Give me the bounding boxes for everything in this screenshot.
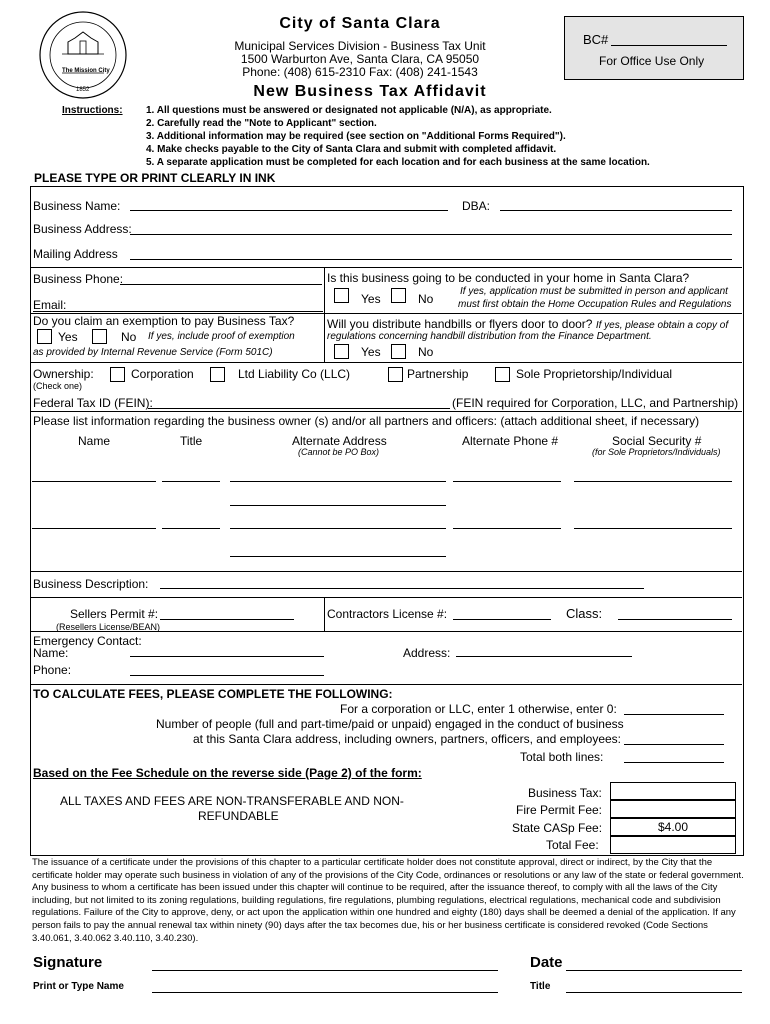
emergency-address-label: Address: [403,646,451,660]
title-input[interactable] [566,992,742,993]
people-line: at this Santa Clara address, including owners, partners, officers, and employees: [193,732,622,746]
handbill-question [327,318,728,331]
handbill-yes-checkbox[interactable] [334,344,349,359]
col-alt-address-note: (Cannot be PO Box) [298,447,380,457]
business-address-label: Business Address: [33,222,132,236]
exempt-no-label: No [121,330,137,344]
class-label: Class: [566,606,603,621]
seal-date: 1852 [76,87,90,93]
handbill-no-checkbox[interactable] [391,344,406,359]
email-input[interactable] [33,311,323,312]
office-use-label: For Office Use Only [599,54,705,68]
fees-heading: TO CALCULATE FEES, PLEASE COMPLETE THE FOLLOWING: [33,687,393,701]
instruction-item: 2. Carefully read the "Note to Applicant" section. [146,118,377,129]
title-label: Title [530,981,551,992]
dba-input[interactable] [500,210,732,211]
emergency-phone-input[interactable] [130,675,324,676]
bc-number-line[interactable] [611,45,727,46]
corp-llc-input[interactable] [624,714,724,715]
col-alt-phone: Alternate Phone # [462,434,559,448]
owner-title-input[interactable] [162,481,220,482]
owner-title-input[interactable] [162,528,220,529]
home-question: Is this business going to be conducted in your home in Santa Clara? [327,271,690,285]
bc-label: BC# [583,32,609,47]
owner-phone-input[interactable] [453,481,561,482]
email-label: Email: [33,298,67,312]
business-name-label: Business Name: [33,199,121,213]
business-phone-input[interactable] [120,284,322,285]
mailing-address-label: Mailing Address [33,247,118,261]
business-address-input[interactable] [130,234,732,235]
fire-permit-fee-label: Fire Permit Fee: [516,803,603,817]
emergency-contact-label: Emergency Contact: [33,634,142,648]
print-name-input[interactable] [152,992,498,993]
casp-fee-value: $4.00 [657,820,689,834]
ownership-label: Ownership: [33,367,94,381]
owner-name-input[interactable] [32,528,156,529]
fein-input[interactable] [148,408,450,409]
division-name: Municipal Services Division - Business Tax Unit [234,39,486,53]
divider [30,571,742,572]
col-title: Title [180,434,203,448]
divider [30,597,742,598]
ownership-partnership-label: Partnership [407,367,469,381]
legal-notice: The issuance of a certificate under the provisions of this chapter to a particular certificate holder does not constitute approval, direct or indirect, by the City that the certificate holder may operate such business in violation of any of the provisions of the City Code, ordinances or resolutions or any law of the state or federal government. Any business to whom a certificate has been issued under this chapter will continue to be required, after the issuance thereof, to comply with all the laws of the City including, but not limited to its zoning regulations, building regulations, fire regulations, plumbing regulations, electrical regulations, mechanical code and subdivision regulations. Failure of the City to approve, deny, or act upon the application within one hundred and eighty (180) days shall be deemed a denial of the application. If any person fails to pay the annual renewal tax within ninety (90) days after the tax becomes due, his or her business certificate is considered revoked (Code Sections 3.40.061, 3.40.062 3.40.110, 3.40.230). [32,857,744,944]
class-input[interactable] [618,619,732,620]
signature-label: Signature [33,954,103,971]
casp-fee-label: State CASp Fee: [512,821,603,835]
check-one-note: (Check one) [33,381,83,391]
divider [324,267,325,362]
handbill-note: If yes, please obtain a copy of [595,320,729,331]
handbill-note: regulations concerning handbill distribution from the Finance Department. [327,331,652,342]
home-note: If yes, application must be submitted in person and applicant [460,286,728,297]
fein-note: (FEIN required for Corporation, LLC, and Partnership) [452,396,739,410]
fire-permit-fee-input[interactable] [610,800,736,818]
sellers-permit-label: Sellers Permit #: [70,607,159,621]
date-label: Date [530,954,563,971]
home-no-checkbox[interactable] [391,288,406,303]
emergency-name-input[interactable] [130,656,324,657]
business-tax-label: Business Tax: [528,786,602,800]
business-phone-label: Business Phone: [33,272,124,286]
casp-fee-field [610,818,736,836]
date-input[interactable] [566,970,742,971]
form-title: New Business Tax Affidavit [253,83,487,100]
instruction-item: 3. Additional information may be required (see section on "Additional Forms Required"). [146,131,566,142]
instructions-label: Instructions: [62,105,123,116]
total-lines-input[interactable] [624,762,724,763]
instruction-item: 1. All questions must be answered or designated not applicable (N/A), as appropriate. [146,105,552,116]
divider [30,631,742,632]
people-line: Number of people (full and part-time/paid or unpaid) engaged in the conduct of business [156,717,624,731]
emergency-phone-label: Phone: [33,663,72,677]
col-name: Name [78,434,111,448]
owner-address-input[interactable] [230,505,446,506]
home-yes-checkbox[interactable] [334,288,349,303]
ownership-sole-prop-label: Sole Proprietorship/Individual [516,367,673,381]
business-name-input[interactable] [130,210,448,211]
contractors-license-label: Contractors License #: [327,607,448,621]
exempt-note: as provided by Internal Revenue Service (Form 501C) [33,347,273,358]
instruction-item: 4. Make checks payable to the City of Santa Clara and submit with completed affidavit. [146,144,557,155]
owner-address-input[interactable] [230,528,446,529]
handbill-no-label: No [418,345,434,359]
owner-name-input[interactable] [32,481,156,482]
people-count-input[interactable] [624,744,724,745]
ownership-llc-label: Ltd Liability Co (LLC) [238,367,351,381]
non-transferable-note: ALL TAXES AND FEES ARE NON-TRANSFERABLE AND NON- [60,794,404,808]
owner-address-input[interactable] [230,556,446,557]
fein-label: Federal Tax ID (FEIN): [33,396,153,410]
total-lines-label: Total both lines: [520,750,604,764]
instruction-item: 5. A separate application must be completed for each location and for each business at the same location. [146,157,650,168]
ownership-corporation-checkbox[interactable] [110,367,125,382]
office-use-box [564,16,744,80]
corp-llc-line: For a corporation or LLC, enter 1 otherwise, enter 0: [340,702,617,716]
owner-phone-input[interactable] [453,528,561,529]
owners-intro: Please list information regarding the business owner (s) and/or all partners and officers: (attach additional sheet, if necessary) [33,414,700,428]
col-ssn: Social Security # [612,434,702,448]
home-yes-label: Yes [361,292,381,306]
divider [30,411,742,412]
total-fee-label: Total Fee: [546,838,599,852]
home-note: must first obtain the Home Occupation Rules and Regulations [458,299,732,310]
ownership-partnership-checkbox[interactable] [388,367,403,382]
business-tax-input[interactable] [610,782,736,800]
ownership-llc-checkbox[interactable] [210,367,225,382]
col-ssn-note: (for Sole Proprietors/Individuals) [592,447,721,457]
handbill-question-text: Will you distribute handbills or flyers door to door? [327,317,593,331]
city-name: City of Santa Clara [279,15,441,32]
divider [30,362,742,363]
city-address: 1500 Warburton Ave, Santa Clara, CA 95050 [240,52,480,66]
ownership-sole-prop-checkbox[interactable] [495,367,510,382]
exempt-yes-label: Yes [58,330,78,344]
total-fee-input[interactable] [610,836,736,854]
print-clearly-note: PLEASE TYPE OR PRINT CLEARLY IN INK [34,171,276,185]
emergency-address-input[interactable] [456,656,632,657]
exempt-note: If yes, include proof of exemption [148,331,295,342]
divider [324,597,325,631]
owner-ssn-input[interactable] [574,481,732,482]
handbill-yes-label: Yes [361,345,381,359]
sellers-permit-note: (Resellers License/BEAN) [56,622,161,632]
exempt-yes-checkbox[interactable] [37,329,52,344]
sellers-permit-input[interactable] [160,619,294,620]
exempt-no-checkbox[interactable] [92,329,107,344]
non-transferable-note: REFUNDABLE [198,809,279,823]
divider [30,267,742,268]
emergency-name-label: Name: [33,646,69,660]
fee-schedule-note: Based on the Fee Schedule on the reverse side (Page 2) of the form: [33,766,422,780]
signature-input[interactable] [152,970,498,971]
ownership-corporation-label: Corporation [131,367,194,381]
city-phone-fax: Phone: (408) 615-2310 Fax: (408) 241-1543 [242,65,478,79]
business-description-label: Business Description: [33,577,149,591]
owner-address-input[interactable] [230,481,446,482]
seal-motto: The Mission City [62,68,110,74]
home-no-label: No [418,292,434,306]
print-name-label: Print or Type Name [33,981,124,992]
business-description-input[interactable] [160,588,644,589]
contractors-license-input[interactable] [453,619,551,620]
dba-label: DBA: [462,199,491,213]
divider [30,684,742,685]
mailing-address-input[interactable] [130,259,732,260]
owner-ssn-input[interactable] [574,528,732,529]
col-alt-address: Alternate Address [292,434,387,448]
exemption-question: Do you claim an exemption to pay Business Tax? [33,314,295,328]
